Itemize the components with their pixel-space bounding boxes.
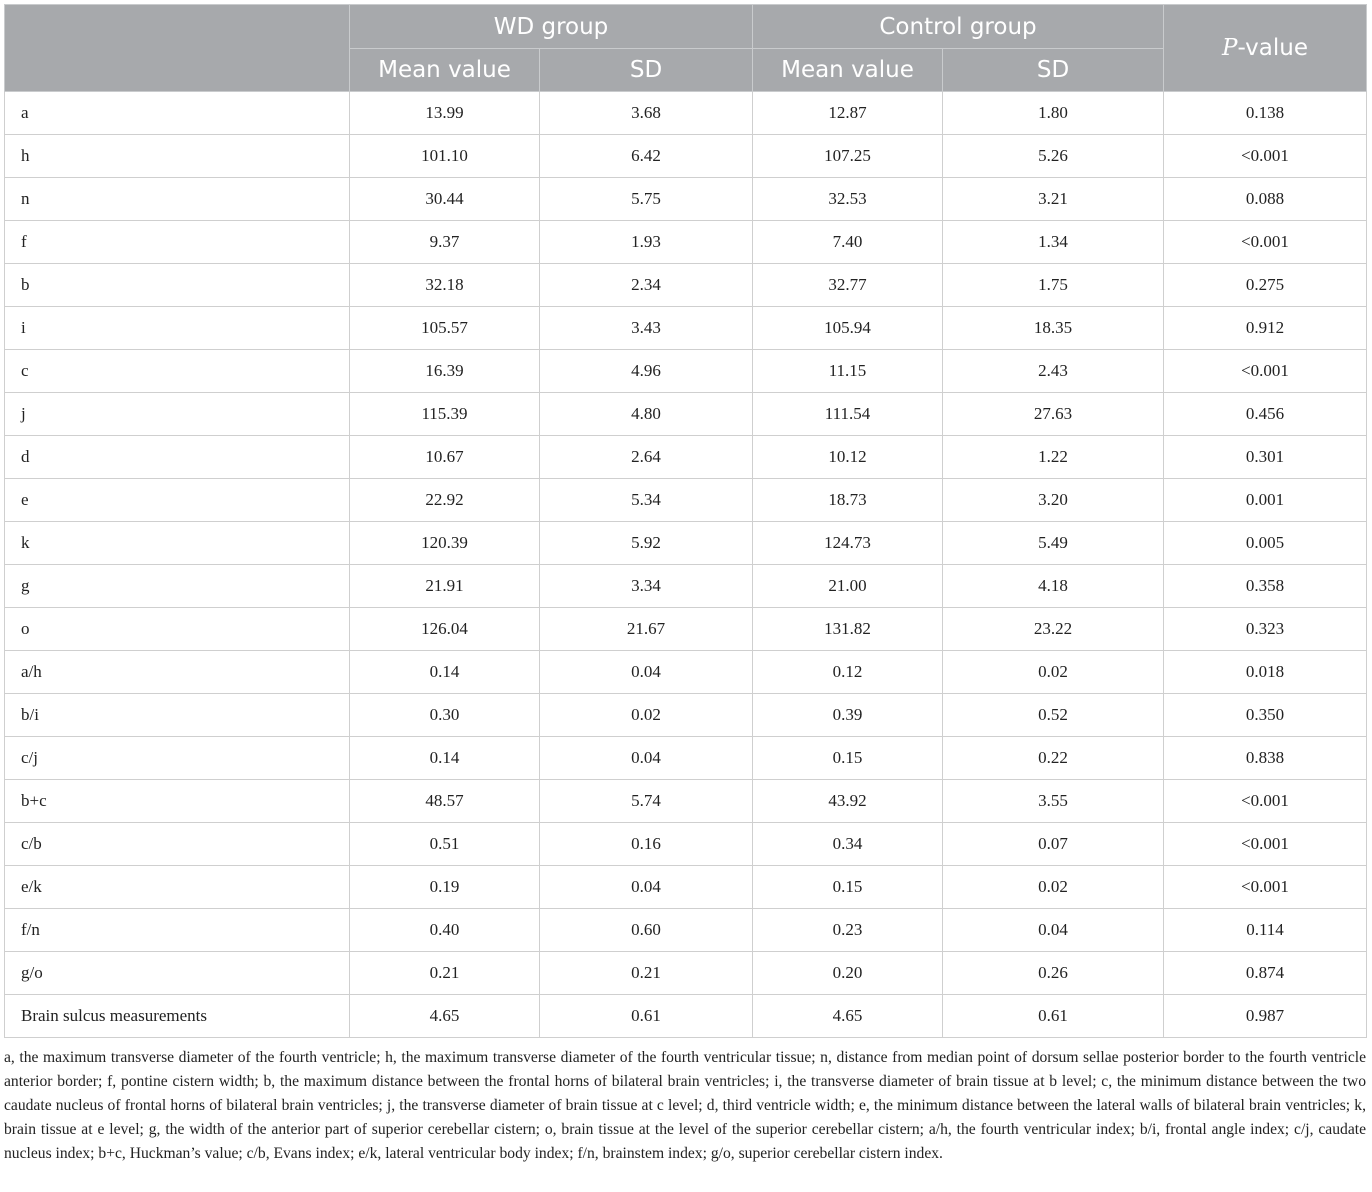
row-label: n bbox=[5, 178, 350, 221]
p-value-cell: 0.838 bbox=[1164, 737, 1367, 780]
wd-sd-cell: 2.64 bbox=[540, 436, 753, 479]
data-table bbox=[4, 4, 1367, 1038]
wd-mean-cell: 22.92 bbox=[350, 479, 540, 522]
row-label: j bbox=[5, 393, 350, 436]
p-value-cell: <0.001 bbox=[1164, 135, 1367, 178]
control-mean-cell: 0.20 bbox=[753, 952, 943, 995]
p-value-cell: 0.323 bbox=[1164, 608, 1367, 651]
control-mean-cell: 0.39 bbox=[753, 694, 943, 737]
table-row bbox=[5, 952, 1367, 995]
wd-sd-cell: 6.42 bbox=[540, 135, 753, 178]
table-row bbox=[5, 522, 1367, 565]
control-sd-cell: 4.18 bbox=[943, 565, 1164, 608]
row-label: g/o bbox=[5, 952, 350, 995]
row-label: f/n bbox=[5, 909, 350, 952]
row-label: i bbox=[5, 307, 350, 350]
control-sd-cell: 0.02 bbox=[943, 866, 1164, 909]
wd-sd-cell: 3.43 bbox=[540, 307, 753, 350]
control-mean-cell: 124.73 bbox=[753, 522, 943, 565]
control-mean-cell: 111.54 bbox=[753, 393, 943, 436]
wd-mean-cell: 115.39 bbox=[350, 393, 540, 436]
row-label: b bbox=[5, 264, 350, 307]
control-mean-cell: 0.15 bbox=[753, 866, 943, 909]
control-mean-cell: 131.82 bbox=[753, 608, 943, 651]
table-row bbox=[5, 479, 1367, 522]
wd-mean-cell: 13.99 bbox=[350, 92, 540, 135]
table-row bbox=[5, 608, 1367, 651]
control-mean-cell: 12.87 bbox=[753, 92, 943, 135]
row-label: Brain sulcus measurements bbox=[5, 995, 350, 1038]
p-value-cell: 0.088 bbox=[1164, 178, 1367, 221]
control-mean-cell: 11.15 bbox=[753, 350, 943, 393]
wd-sd-cell: 0.60 bbox=[540, 909, 753, 952]
header-control-mean: Mean value bbox=[753, 49, 943, 92]
row-label: g bbox=[5, 565, 350, 608]
row-label: b/i bbox=[5, 694, 350, 737]
row-label: b+c bbox=[5, 780, 350, 823]
control-mean-cell: 7.40 bbox=[753, 221, 943, 264]
control-sd-cell: 0.61 bbox=[943, 995, 1164, 1038]
table-row bbox=[5, 823, 1367, 866]
row-label: c/b bbox=[5, 823, 350, 866]
p-value-cell: 0.138 bbox=[1164, 92, 1367, 135]
control-mean-cell: 32.53 bbox=[753, 178, 943, 221]
table-row bbox=[5, 565, 1367, 608]
control-sd-cell: 0.07 bbox=[943, 823, 1164, 866]
control-sd-cell: 0.02 bbox=[943, 651, 1164, 694]
wd-mean-cell: 126.04 bbox=[350, 608, 540, 651]
p-value-cell: 0.912 bbox=[1164, 307, 1367, 350]
table-row bbox=[5, 264, 1367, 307]
wd-mean-cell: 32.18 bbox=[350, 264, 540, 307]
table-row bbox=[5, 135, 1367, 178]
row-label: a/h bbox=[5, 651, 350, 694]
header-wd-group: WD group bbox=[350, 5, 753, 49]
control-mean-cell: 0.23 bbox=[753, 909, 943, 952]
table-row bbox=[5, 92, 1367, 135]
control-mean-cell: 21.00 bbox=[753, 565, 943, 608]
table-row bbox=[5, 221, 1367, 264]
row-label: a bbox=[5, 92, 350, 135]
table-row bbox=[5, 995, 1367, 1038]
wd-sd-cell: 2.34 bbox=[540, 264, 753, 307]
wd-mean-cell: 16.39 bbox=[350, 350, 540, 393]
wd-mean-cell: 48.57 bbox=[350, 780, 540, 823]
control-sd-cell: 1.75 bbox=[943, 264, 1164, 307]
control-sd-cell: 23.22 bbox=[943, 608, 1164, 651]
header-wd-mean: Mean value bbox=[350, 49, 540, 92]
control-sd-cell: 1.22 bbox=[943, 436, 1164, 479]
wd-sd-cell: 5.74 bbox=[540, 780, 753, 823]
control-mean-cell: 43.92 bbox=[753, 780, 943, 823]
wd-sd-cell: 0.16 bbox=[540, 823, 753, 866]
control-sd-cell: 2.43 bbox=[943, 350, 1164, 393]
row-label: d bbox=[5, 436, 350, 479]
wd-sd-cell: 4.96 bbox=[540, 350, 753, 393]
wd-mean-cell: 0.30 bbox=[350, 694, 540, 737]
control-sd-cell: 18.35 bbox=[943, 307, 1164, 350]
control-mean-cell: 4.65 bbox=[753, 995, 943, 1038]
p-value-cell: 0.275 bbox=[1164, 264, 1367, 307]
row-label: c/j bbox=[5, 737, 350, 780]
row-label: k bbox=[5, 522, 350, 565]
control-sd-cell: 0.26 bbox=[943, 952, 1164, 995]
wd-sd-cell: 0.04 bbox=[540, 866, 753, 909]
control-mean-cell: 0.12 bbox=[753, 651, 943, 694]
wd-sd-cell: 1.93 bbox=[540, 221, 753, 264]
control-sd-cell: 5.49 bbox=[943, 522, 1164, 565]
row-label: c bbox=[5, 350, 350, 393]
wd-sd-cell: 4.80 bbox=[540, 393, 753, 436]
wd-mean-cell: 0.19 bbox=[350, 866, 540, 909]
control-mean-cell: 18.73 bbox=[753, 479, 943, 522]
wd-mean-cell: 4.65 bbox=[350, 995, 540, 1038]
control-mean-cell: 0.15 bbox=[753, 737, 943, 780]
wd-mean-cell: 120.39 bbox=[350, 522, 540, 565]
wd-sd-cell: 5.92 bbox=[540, 522, 753, 565]
p-value-cell: 0.350 bbox=[1164, 694, 1367, 737]
wd-sd-cell: 0.21 bbox=[540, 952, 753, 995]
table-row bbox=[5, 737, 1367, 780]
p-value-cell: 0.005 bbox=[1164, 522, 1367, 565]
control-mean-cell: 0.34 bbox=[753, 823, 943, 866]
table-row bbox=[5, 393, 1367, 436]
p-letter: P bbox=[1222, 35, 1238, 61]
table-header bbox=[5, 5, 1367, 92]
p-value-cell: <0.001 bbox=[1164, 823, 1367, 866]
p-suffix: -value bbox=[1237, 35, 1308, 61]
control-sd-cell: 0.04 bbox=[943, 909, 1164, 952]
wd-sd-cell: 0.02 bbox=[540, 694, 753, 737]
wd-sd-cell: 0.04 bbox=[540, 737, 753, 780]
control-sd-cell: 5.26 bbox=[943, 135, 1164, 178]
control-mean-cell: 105.94 bbox=[753, 307, 943, 350]
wd-mean-cell: 105.57 bbox=[350, 307, 540, 350]
table-footnote: a, the maximum transverse diameter of the fourth ventricle; h, the maximum transverse diameter of the fourth ventricular tissue; n, distance from median point of dorsum sellae posterior border to the fourth ventricle anterior border; f, pontine cistern width; b, the maximum distance between the frontal horns of bilateral brain ventricles; i, the transverse diameter of brain tissue at b level; c, the minimum distance between the two caudate nucleus of frontal horns of bilateral brain ventricles; j, the transverse diameter of brain tissue at c level; d, third ventricle width; e, the minimum distance between the lateral walls of bilateral brain ventricles; k, brain tissue at e level; g, the width of the anterior part of superior cerebellar cistern; o, brain tissue at the level of the superior cerebellar cistern; a/h, the fourth ventricular index; b/i, frontal angle index; c/j, caudate nucleus index; b+c, Huckman’s value; c/b, Evans index; e/k, lateral ventricular body index; f/n, brainstem index; g/o, superior cerebellar cistern index. bbox=[4, 1049, 1366, 1162]
p-value-cell: 0.001 bbox=[1164, 479, 1367, 522]
control-sd-cell: 3.21 bbox=[943, 178, 1164, 221]
control-mean-cell: 32.77 bbox=[753, 264, 943, 307]
table-row bbox=[5, 436, 1367, 479]
p-value-cell: <0.001 bbox=[1164, 350, 1367, 393]
wd-sd-cell: 5.34 bbox=[540, 479, 753, 522]
p-value-cell: 0.114 bbox=[1164, 909, 1367, 952]
wd-mean-cell: 30.44 bbox=[350, 178, 540, 221]
p-value-cell: <0.001 bbox=[1164, 866, 1367, 909]
wd-sd-cell: 3.34 bbox=[540, 565, 753, 608]
table-row bbox=[5, 178, 1367, 221]
p-value-cell: <0.001 bbox=[1164, 221, 1367, 264]
header-wd-sd: SD bbox=[540, 49, 753, 92]
p-value-cell: 0.874 bbox=[1164, 952, 1367, 995]
wd-sd-cell: 0.04 bbox=[540, 651, 753, 694]
wd-mean-cell: 0.51 bbox=[350, 823, 540, 866]
control-mean-cell: 10.12 bbox=[753, 436, 943, 479]
p-value-cell: 0.987 bbox=[1164, 995, 1367, 1038]
table-row bbox=[5, 694, 1367, 737]
control-sd-cell: 0.52 bbox=[943, 694, 1164, 737]
wd-mean-cell: 0.21 bbox=[350, 952, 540, 995]
p-value-cell: 0.358 bbox=[1164, 565, 1367, 608]
control-sd-cell: 3.20 bbox=[943, 479, 1164, 522]
p-value-cell: 0.301 bbox=[1164, 436, 1367, 479]
control-sd-cell: 1.80 bbox=[943, 92, 1164, 135]
p-value-cell: 0.018 bbox=[1164, 651, 1367, 694]
wd-mean-cell: 0.14 bbox=[350, 651, 540, 694]
wd-sd-cell: 5.75 bbox=[540, 178, 753, 221]
table-row bbox=[5, 307, 1367, 350]
p-value-cell: 0.456 bbox=[1164, 393, 1367, 436]
header-empty-cell bbox=[5, 5, 350, 92]
table-row bbox=[5, 866, 1367, 909]
row-label: e/k bbox=[5, 866, 350, 909]
header-control-group: Control group bbox=[753, 5, 1164, 49]
p-value-cell: <0.001 bbox=[1164, 780, 1367, 823]
header-p-value bbox=[1164, 5, 1367, 92]
wd-mean-cell: 9.37 bbox=[350, 221, 540, 264]
wd-sd-cell: 0.61 bbox=[540, 995, 753, 1038]
row-label: f bbox=[5, 221, 350, 264]
table-body bbox=[5, 92, 1367, 1038]
wd-mean-cell: 0.40 bbox=[350, 909, 540, 952]
wd-mean-cell: 101.10 bbox=[350, 135, 540, 178]
wd-sd-cell: 3.68 bbox=[540, 92, 753, 135]
wd-mean-cell: 21.91 bbox=[350, 565, 540, 608]
control-sd-cell: 0.22 bbox=[943, 737, 1164, 780]
control-sd-cell: 27.63 bbox=[943, 393, 1164, 436]
table-row bbox=[5, 780, 1367, 823]
row-label: e bbox=[5, 479, 350, 522]
wd-mean-cell: 10.67 bbox=[350, 436, 540, 479]
wd-sd-cell: 21.67 bbox=[540, 608, 753, 651]
wd-mean-cell: 0.14 bbox=[350, 737, 540, 780]
control-mean-cell: 107.25 bbox=[753, 135, 943, 178]
control-sd-cell: 3.55 bbox=[943, 780, 1164, 823]
table-row bbox=[5, 909, 1367, 952]
control-sd-cell: 1.34 bbox=[943, 221, 1164, 264]
row-label: h bbox=[5, 135, 350, 178]
row-label: o bbox=[5, 608, 350, 651]
header-control-sd: SD bbox=[943, 49, 1164, 92]
table-container bbox=[4, 4, 1366, 1038]
table-row bbox=[5, 350, 1367, 393]
table-row bbox=[5, 651, 1367, 694]
